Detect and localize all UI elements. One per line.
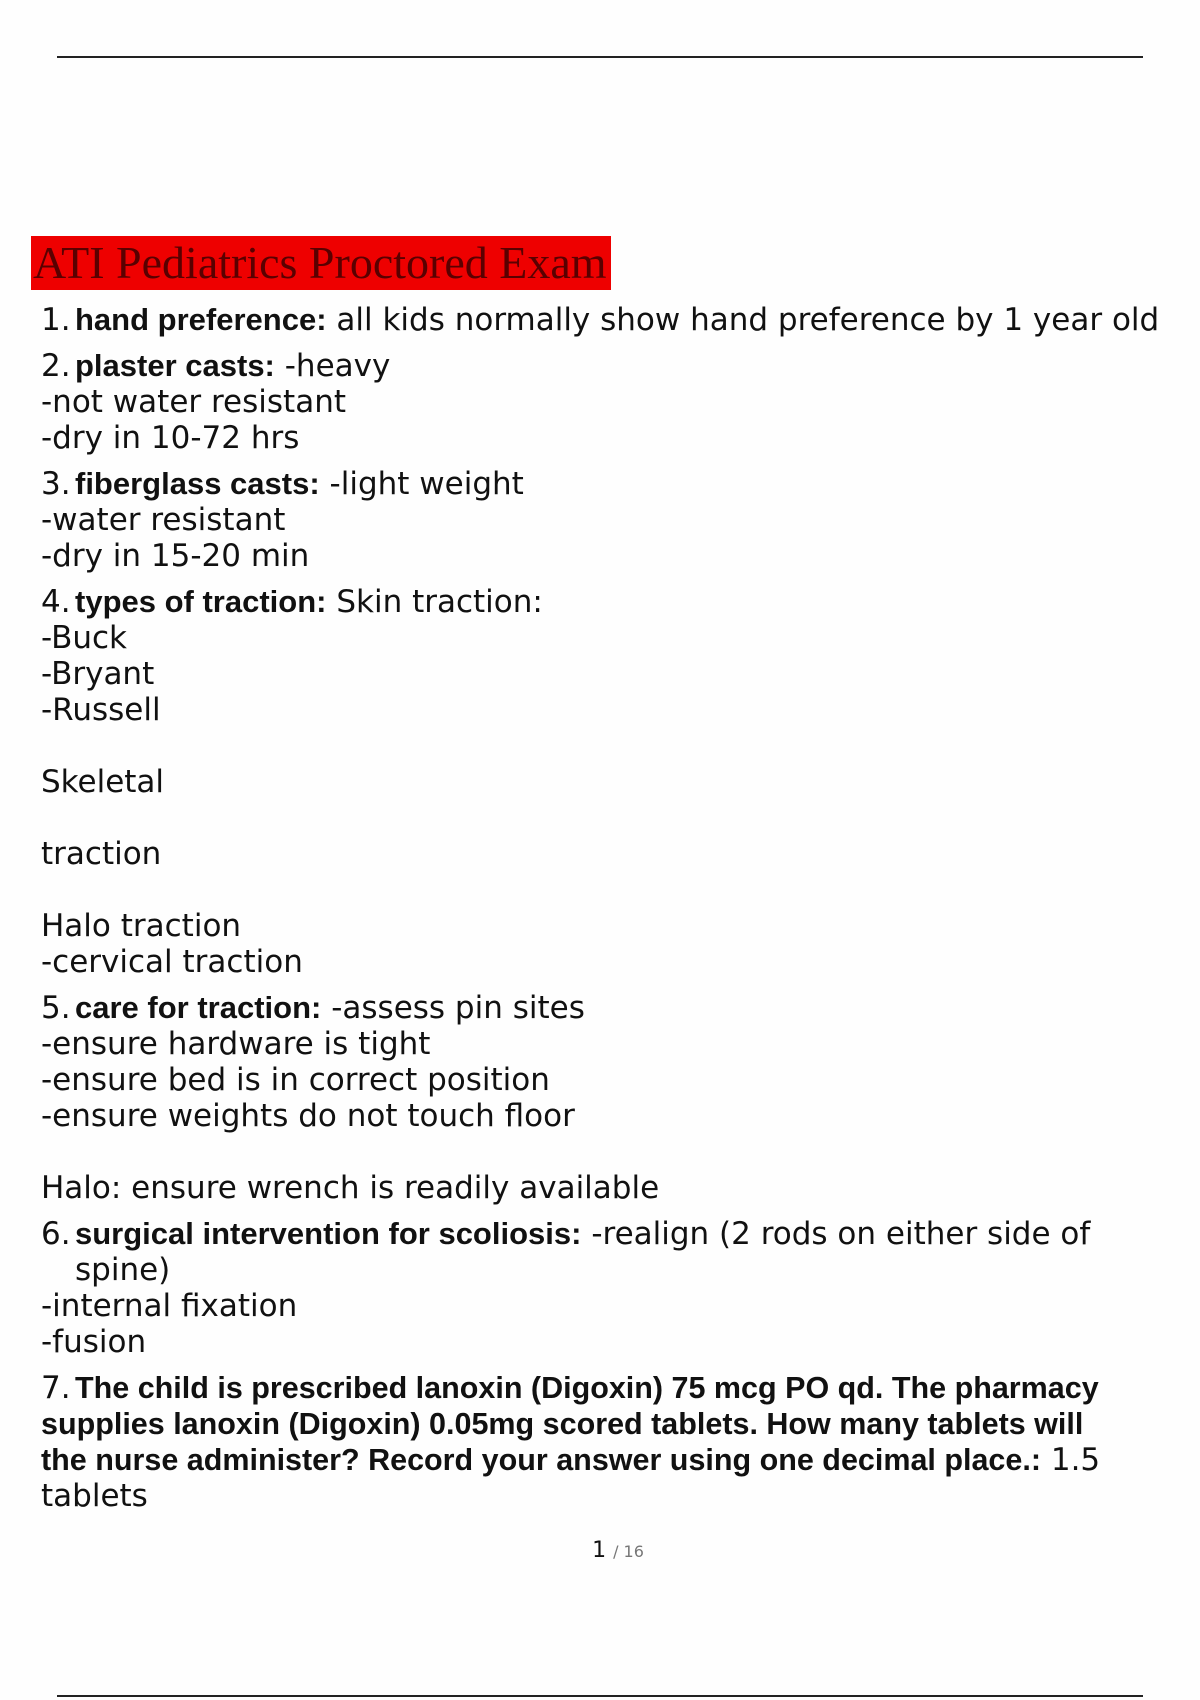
answer-line: -internal fixation <box>41 1288 298 1324</box>
blank-line <box>41 728 1200 764</box>
answer-line: Halo traction <box>41 908 242 944</box>
answer-line: -dry in 15-20 min <box>41 538 310 574</box>
item-answer: -assess pin sites <box>331 990 585 1026</box>
answer-line: -ensure hardware is tight <box>41 1026 431 1062</box>
answer-line: -Buck <box>41 620 127 656</box>
answer-line: -ensure bed is in correct position <box>41 1062 550 1098</box>
item-answer: -realign (2 rods on either side of <box>591 1216 1091 1252</box>
item-answer: all kids normally show hand preference by 1 year old <box>336 302 1160 338</box>
item-term: fiberglass casts: <box>75 466 320 501</box>
item-term: plaster casts: <box>75 348 275 383</box>
answer-line: -ensure weights do not touch floor <box>41 1098 575 1134</box>
answer-continuation: spine) <box>75 1252 171 1288</box>
answer-line: traction <box>41 836 162 872</box>
item-answer: Skin traction: <box>336 584 543 620</box>
item-term: the nurse administer? Record your answer using one decimal place.: <box>41 1443 1041 1477</box>
answer-line: -not water resistant <box>41 384 346 420</box>
list-item <box>41 1216 1200 1360</box>
list-item <box>41 1370 1200 1514</box>
answer-line: -Bryant <box>41 656 155 692</box>
list-item <box>41 584 1200 980</box>
top-rule <box>57 56 1143 58</box>
item-answer: 1.5 <box>1050 1442 1101 1478</box>
bottom-rule <box>57 1695 1143 1697</box>
item-term: surgical intervention for scoliosis: <box>75 1216 582 1251</box>
item-number: 7. <box>41 1370 71 1406</box>
list-item <box>41 990 1200 1206</box>
list-item <box>41 466 1200 574</box>
total-pages: / 16 <box>613 1542 644 1561</box>
item-number: 5. <box>41 990 71 1026</box>
answer-line: -water resistant <box>41 502 286 538</box>
item-term: types of traction: <box>75 584 327 619</box>
answer-line: -dry in 10-72 hrs <box>41 420 300 456</box>
item-number: 1. <box>41 302 71 338</box>
item-number: 4. <box>41 584 71 620</box>
answer-line: tablets <box>41 1478 148 1514</box>
blank-line <box>41 872 1200 908</box>
flashcard-list <box>41 302 1200 1524</box>
page-indicator <box>0 1538 1200 1563</box>
list-item <box>41 302 1200 338</box>
document-title: ATI Pediatrics Proctored Exam <box>31 236 611 290</box>
item-term: care for traction: <box>75 990 322 1025</box>
blank-line <box>41 1134 1200 1170</box>
answer-line: -Russell <box>41 692 161 728</box>
item-number: 2. <box>41 348 71 384</box>
item-number: 6. <box>41 1216 71 1252</box>
current-page: 1 <box>592 1538 607 1563</box>
answer-line: Skeletal <box>41 764 165 800</box>
item-answer: -light weight <box>329 466 524 502</box>
item-answer: -heavy <box>284 348 391 384</box>
list-item <box>41 348 1200 456</box>
answer-line: -fusion <box>41 1324 147 1360</box>
answer-line: -cervical traction <box>41 944 303 980</box>
item-number: 3. <box>41 466 71 502</box>
item-term: The child is prescribed lanoxin (Digoxin) 75 mcg PO qd. The pharmacy <box>75 1371 1099 1405</box>
answer-line: Halo: ensure wrench is readily available <box>41 1170 660 1206</box>
item-term: hand preference: <box>75 302 327 337</box>
blank-line <box>41 800 1200 836</box>
item-term: supplies lanoxin (Digoxin) 0.05mg scored tablets. How many tablets will <box>41 1407 1084 1441</box>
